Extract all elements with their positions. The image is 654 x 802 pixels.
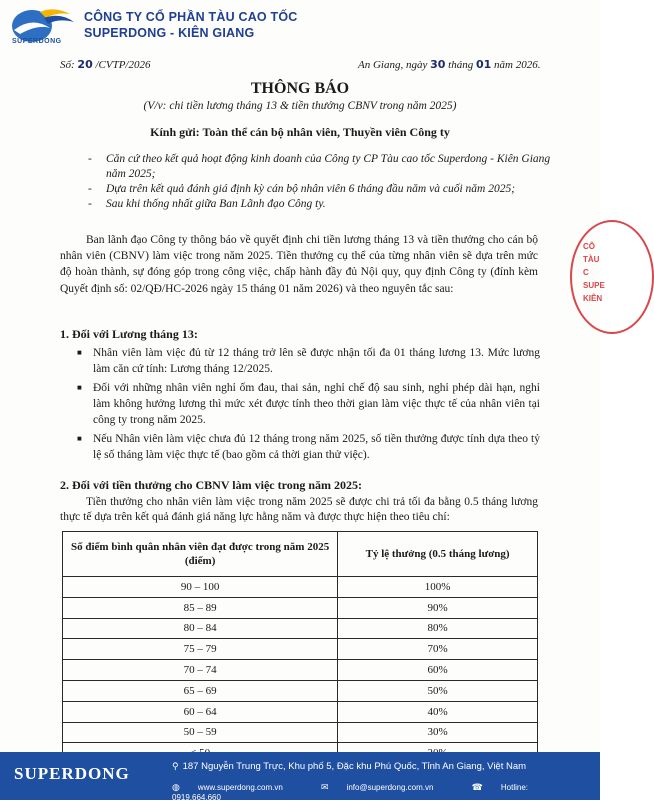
basis-item: - Sau khi thống nhất giữa Ban Lãnh đạo Công ty. — [88, 197, 558, 212]
section1-item: ■ Nhân viên làm việc đủ từ 12 tháng trở lên sẽ được nhận tối đa 01 tháng lương 13. Mức lương làm căn cứ tính: Lương tháng 12/2025. — [75, 345, 540, 377]
basis-item: - Dựa trên kết quả đánh giá định kỳ cán bộ nhân viên 6 tháng đầu năm và cuối năm 2025; — [88, 182, 558, 197]
document-date: An Giang, ngày 30 tháng 01 năm 2026. — [358, 58, 541, 71]
rate-cell: 40% — [338, 701, 538, 722]
date-day-handwritten: 30 — [430, 58, 446, 71]
score-cell: 60 – 64 — [63, 701, 338, 722]
document-subject: (V/v: chi tiền lương tháng 13 & tiền thưởng CBNV trong năm 2025) — [143, 100, 457, 112]
company-name-line1: CÔNG TY CỔ PHẦN TÀU CAO TỐC — [84, 10, 298, 24]
document-title: THÔNG BÁO — [250, 80, 350, 97]
bonus-rate-table — [62, 531, 538, 764]
score-cell: 75 – 79 — [63, 639, 338, 660]
footer-hotline: ☎ Hotline: 0919.664.660 — [172, 782, 528, 802]
table-row — [63, 618, 538, 639]
table-row — [63, 639, 538, 660]
score-cell: 80 – 84 — [63, 618, 338, 639]
table-row — [63, 597, 538, 618]
location-pin-icon: ⚲ — [172, 761, 179, 771]
rate-cell: 60% — [338, 660, 538, 681]
section1-heading: 1. Đối với Lương tháng 13: — [60, 327, 198, 341]
score-cell: 90 – 100 — [63, 577, 338, 598]
document-number-handwritten: 20 — [77, 58, 93, 71]
score-cell: 70 – 74 — [63, 660, 338, 681]
footer-contacts — [172, 782, 592, 802]
rate-cell: 100% — [338, 577, 538, 598]
greeting: Kính gửi: Toàn thể cán bộ nhân viên, Thuyền viên Công ty — [150, 125, 450, 139]
score-cell: 85 – 89 — [63, 597, 338, 618]
rate-cell: 90% — [338, 597, 538, 618]
score-cell: 50 – 59 — [63, 722, 338, 743]
company-stamp: CÔ TÀU C SUPE KIÊN — [565, 210, 600, 340]
score-cell: 65 – 69 — [63, 680, 338, 701]
rate-cell: 80% — [338, 618, 538, 639]
footer-bar — [0, 752, 600, 800]
footer-brand: SUPERDONG — [14, 764, 130, 783]
mail-icon: ✉ — [321, 782, 329, 792]
table-row — [63, 660, 538, 681]
intro-paragraph: Ban lãnh đạo Công ty thông báo về quyết định chi tiền lương tháng 13 và tiền thưởng cho cán bộ nhân viên (CBNV) làm việc trong năm 2025. Tiền thưởng cụ thể của từng nhân viên sẽ dựa trên mức độ hoàn thành, sự đóng góp trong công việc, chấp hành đầy đủ Nội quy, quy định Công ty (đính kèm Quyết định số: 02/QĐ/HC-2026 ngày 15 tháng 01 năm 2026) và theo nguyên tắc sau: — [60, 234, 538, 295]
section1-list — [75, 345, 540, 466]
table-row — [63, 680, 538, 701]
company-name-line2: SUPERDONG - KIÊN GIANG — [84, 26, 255, 40]
basis-item: - Căn cứ theo kết quả hoạt động kinh doanh của Công ty CP Tàu cao tốc Superdong - Kiên Giang năm 2025; — [88, 152, 558, 182]
logo-text: SUPERDONG — [12, 38, 62, 45]
rate-cell: 50% — [338, 680, 538, 701]
table-row — [63, 722, 538, 743]
table-header-score: Số điểm bình quân nhân viên đạt được trong năm 2025 (điểm) — [63, 532, 338, 577]
table-header-rate: Tỷ lệ thưởng (0.5 tháng lương) — [338, 532, 538, 577]
rate-cell: 70% — [338, 639, 538, 660]
footer-website[interactable]: ◍ www.superdong.com.vn — [172, 782, 283, 792]
phone-icon: ☎ — [471, 782, 483, 792]
legal-bases-list — [88, 152, 558, 212]
section2-paragraph: Tiền thưởng cho nhân viên làm việc trong năm 2025 sẽ được chi trả tối đa bằng 0.5 tháng lương thực tế dựa trên kết quả đánh giá năng lực hằng năm và được thực hiện theo tiêu chí: — [60, 496, 538, 523]
section1-item: ■ Đối với những nhân viên nghỉ ốm đau, thai sản, nghỉ chế độ sau sinh, nghỉ phép dài hạn, nghỉ làm không hưởng lương thì mức xét được tính theo thời gian làm việc thực tế của nhân viên tại công ty trong năm 2025. — [75, 380, 540, 428]
table-row — [63, 577, 538, 598]
document-number: Số: 20 /CVTP/2026 — [60, 58, 151, 71]
section1-item: ■ Nếu Nhân viên làm việc chưa đủ 12 tháng trong năm 2025, số tiền thưởng được tính dựa theo tỷ lệ số tháng làm việc thực tế (bao gồm cả thời gian thử việc). — [75, 431, 540, 463]
footer-email[interactable]: ✉ info@superdong.com.vn — [321, 782, 434, 792]
rate-cell: 30% — [338, 722, 538, 743]
date-month-handwritten: 01 — [475, 58, 492, 71]
footer-address: ⚲ 187 Nguyễn Trung Trực, Khu phố 5, Đặc khu Phú Quốc, Tỉnh An Giang, Việt Nam — [172, 761, 527, 772]
globe-icon: ◍ — [172, 782, 180, 792]
section2-heading: 2. Đối với tiền thưởng cho CBNV làm việc trong năm 2025: — [60, 478, 363, 492]
table-header-row — [63, 532, 538, 577]
table-row — [63, 701, 538, 722]
